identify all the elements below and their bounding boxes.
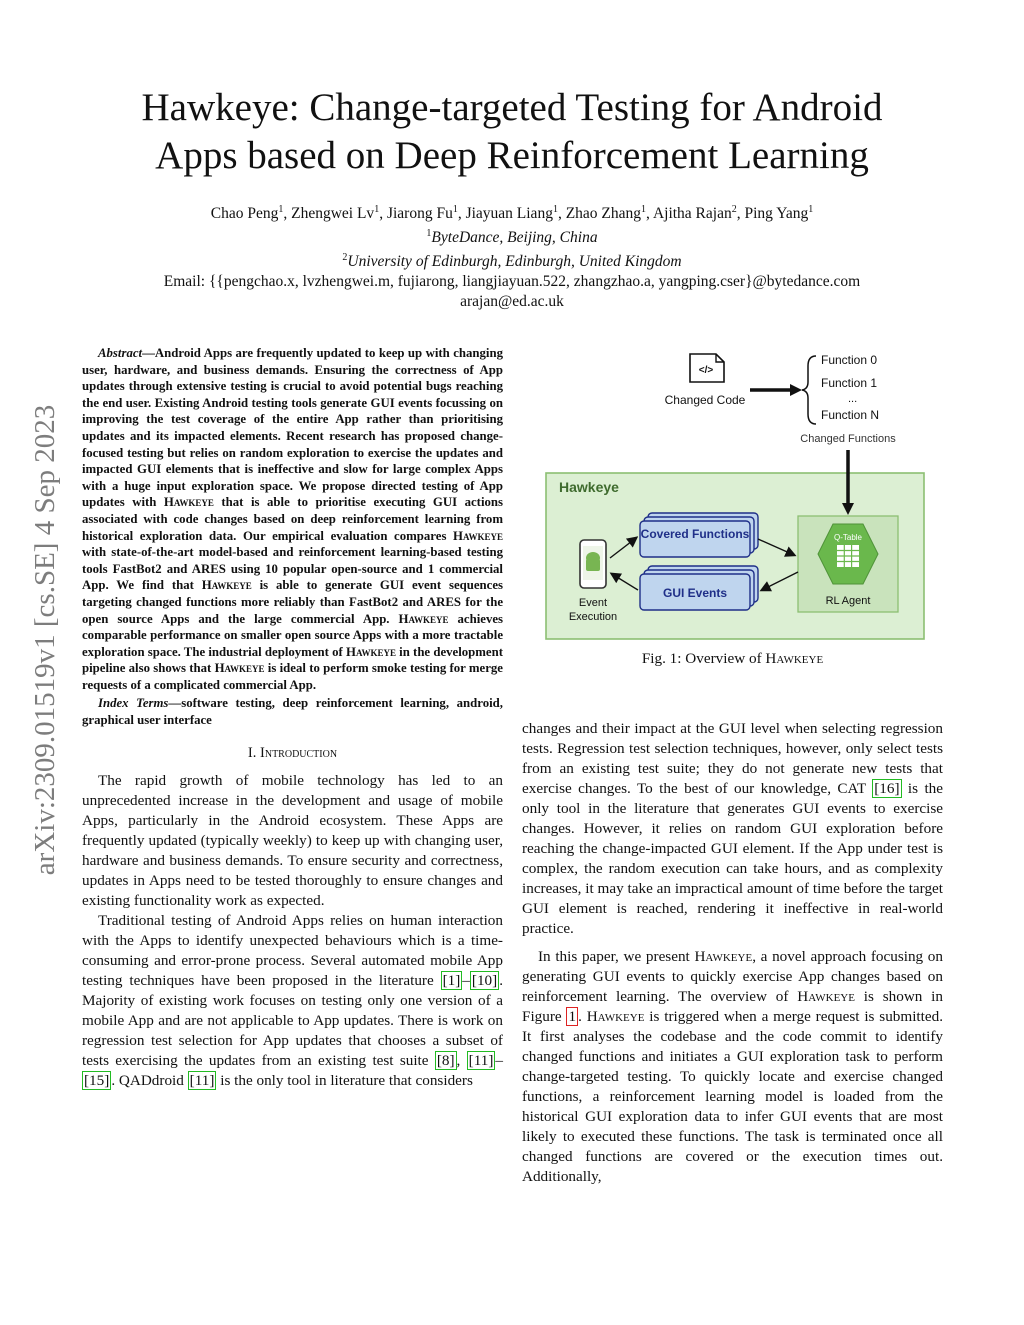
citation-link[interactable]: [16] <box>874 780 900 797</box>
citation-link[interactable]: [8] <box>436 1051 455 1069</box>
author: Jiayuan Liang$^1$ <box>465 204 558 223</box>
hawkeye-panel-label: Hawkeye <box>559 479 619 495</box>
covered-functions-label: Covered Functions <box>640 527 750 541</box>
author: Ping Yang$^1$ <box>744 204 814 223</box>
left-column <box>82 345 503 1091</box>
author-block <box>60 200 964 312</box>
index-terms: Index Terms—software testing, deep reinforcement learning, android, graphical user interface <box>82 696 503 728</box>
intro-paragraph-2: Traditional testing of Android Apps relies on human interaction with the Apps to identify unexpected behaviours which is a time-consuming and error-prone process. Several automated mobile App testing techniques have been proposed in the literature [1] – [10] . Majority of existing work focuses on testing only one version of a mobile App and are not applicable to App updates. There is work on regression test selection for App updates that chooses a subset of tests exercising the updates from an existing test suite [8] , [11] –[15] . QADdroid [11] is the only tool in literature that considers <box>82 911 503 1089</box>
function-0-label: Function 0 <box>821 353 878 367</box>
event-execution-label-1: Event <box>578 597 608 609</box>
intro-paragraph-1: The rapid growth of mobile technology has led to an unprecedented increase in the development and usage of mobile Apps, particularly in the Android ecosystem. These Apps are frequently updated (typically weekly) to keep up with changing user, hardware and business demands. To ensure security and correctness, updates in Apps need to be tested thoroughly to ensure changes and existing functionality work as expected. <box>82 771 503 909</box>
event-execution-label-2: Execution <box>568 611 618 623</box>
section-heading: I. Introduction <box>247 744 338 761</box>
abstract: Abstract—Android Apps are frequently updated to keep up with changing user, hardware, and business demands. Ensuring the correctness of App updates through extensive testing is crucial to avoid potential bugs reaching the end user. Existing Android testing tools generate GUI events focussing on improving the test coverage of the entire App rather than prioritising updates and its impacted elements. Recent research has proposed change-focused testing but relies on random exploration to exercise the updates and impacted GUI elements that is ineffective and slow for large complex Apps with a huge input exploration space. We propose directed testing of App updates with Hawkeye that is able to prioritise executing GUI actions associated with code changes based on deep reinforcement learning from historical exploration data. Our empirical evaluation compares Hawkeye with state-of-the-art model-based and reinforcement learning-based testing tools FastBot2 and ARES using 10 popular open-source and 1 commercial App. We find that Hawkeye is able to generate GUI event sequences targeting changed functions more reliably than FastBot2 and ARES for the open source Apps and the large commercial App. Hawkeye achieves comparable performance on smaller open source Apps with a more tractable exploration space. The industrial deployment of Hawkeye in the development pipeline also shows that Hawkeye is ideal to perform smoke testing for merge requests of a complicated commercial App. <box>82 346 504 692</box>
right-column <box>522 719 943 1187</box>
citation-link[interactable]: [11] <box>468 1051 494 1069</box>
overview-diagram <box>540 340 930 650</box>
abstract-label: Abstract <box>98 346 143 360</box>
citation-link[interactable]: [10] <box>471 971 498 989</box>
gui-events-label: GUI Events <box>662 586 728 600</box>
figure-caption: Fig. 1: Overview of Hawkeye <box>641 650 824 667</box>
email-line: arajan@ed.ac.uk <box>460 293 564 311</box>
email-line: Email: {{pengchao.x, lvzhengwei.m, fujiarong, liangjiayuan.522, zhangzhao.a, yangping.cser}@bytedance.com <box>163 273 861 291</box>
phone-icon <box>580 540 606 588</box>
author: Ajitha Rajan$^2$ <box>652 204 737 223</box>
q-table-label: Q-Table <box>833 533 863 542</box>
author: Jiarong Fu$^1$ <box>386 204 458 223</box>
index-terms-label: Index Terms <box>98 696 169 711</box>
citation-link[interactable]: [11] <box>189 1071 215 1089</box>
affiliation-2: $^2$University of Edinburgh, Edinburgh, United Kingdom <box>342 252 682 271</box>
function-n-label: Function N <box>821 408 880 422</box>
affiliation-1: $^1$ByteDance, Beijing, China <box>426 228 598 247</box>
function-1-label: Function 1 <box>821 376 878 390</box>
changed-code-label: Changed Code <box>664 393 746 407</box>
title-line-1: Hawkeye: Change-targeted Testing for Android <box>141 86 883 129</box>
rl-agent-label: RL Agent <box>825 595 871 607</box>
intro-paragraph-2-cont: changes and their impact at the GUI level when selecting regression tests. Regression test selection techniques, however, only select tests from an existing test suite; they do not generate new tests that exercise changes. To the best of our knowledge, CAT [16] is the only tool in the literature that generates GUI events to exercise changes. However, it relies on random GUI exploration before reaching the change-impacted GUI element. If the App under test is complex, the random execution can take hours, and as complexity increases, it may take an impractical amount of time before the target GUI element is reached, rendering it ineffective in real-world practice. <box>522 720 944 937</box>
function-brace <box>802 356 816 424</box>
ellipsis-label: ... <box>848 393 858 405</box>
table-grid-icon <box>837 545 859 567</box>
intro-paragraph-3: In this paper, we present Hawkeye, a novel approach focusing on generating GUI events to quickly exercise App changes based on reinforcement learning. The overview of Hawkeye is shown in Figure 1 . Hawkeye is triggered when a merge request is submitted. It first analyses the codebase and the code commit to identify changed functions and initiates a GUI exploration task to perform change-targeted testing. To quickly locate and exercise changed functions, a reinforcement learning model is loaded from the historical GUI exploration data to infer GUI events that are most likely to executed these functions. The task is terminated once all changed functions are covered or the execution times out. Additionally, <box>522 948 943 1185</box>
figure-overview <box>540 340 930 650</box>
author: Zhengwei Lv$^1$ <box>291 204 380 223</box>
code-file-icon <box>690 354 724 382</box>
title-line-2: Apps based on Deep Reinforcement Learning <box>155 134 869 177</box>
author-list: Chao Peng$^1$, Zhengwei Lv$^1$, Jiarong Fu$^1$, Jiayuan Liang$^1$, Zhao Zhang$^1$, Ajitha Rajan$^2$, Ping Yang$^1$ <box>210 204 814 223</box>
author: Zhao Zhang$^1$ <box>565 204 647 223</box>
citation-link[interactable]: [1] <box>442 971 461 989</box>
author: Chao Peng$^1$ <box>210 204 284 223</box>
arrow-head <box>790 384 802 396</box>
citation-link[interactable]: [15] <box>84 1071 110 1089</box>
arxiv-identifier: arXiv:2309.01519v1 [cs.SE] 4 Sep 2023 <box>29 404 61 876</box>
paper-title <box>60 84 964 180</box>
svg-text:</>: </> <box>698 365 714 376</box>
figure-link[interactable]: 1 <box>568 1008 577 1025</box>
changed-functions-label: Changed Functions <box>800 433 896 445</box>
